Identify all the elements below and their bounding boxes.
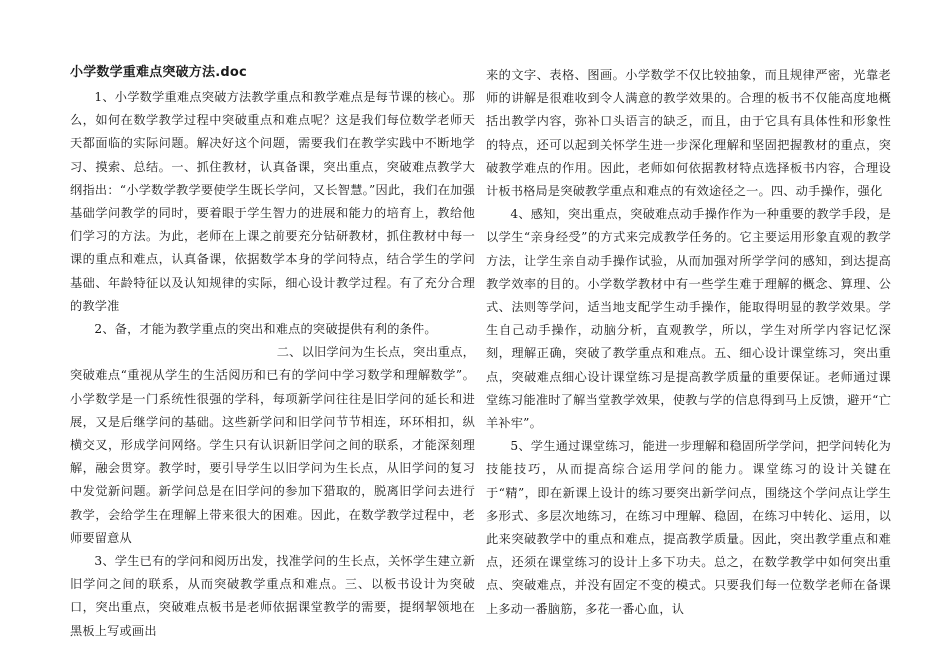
paragraph-5: 来的文字、表格、图画。小学数学不仅比较抽象，而且规律严密，光靠老师的讲解是很难收到令人满意的教学效果的。合理的板书不仅能高度地概括出教学内容，弥补口头语言的缺乏，而且，由于它具有具体性和形象性的特点，还可以起到关怀学生进一步深化理解和坚固把握教材的重点，突破教学难点的作用。因此，老师如何依据教材特点选择板书内容，合理设计板书格局是突破教学重点和难点的有效途径之一。四、动手操作，强化 bbox=[486, 68, 891, 199]
paragraph-1: 1、小学数学重难点突破方法教学重点和教学难点是每节课的核心。那么，如何在数学教学过程中突破重点和难点呢？这是我们每位数学老师天天都面临的实际问题。解决好这个问题，需要我们在教学实践中不断地学习、摸索、总结。一、抓住教材，认真备课，突出重点，突破难点教学大纲指出：“小学数学教学要使学生既长学问，又长智慧。”因此，我们在加强基础学问教学的同时，要着眼于学生智力的进展和能力的培育上，教给他们学习的方法。为此，老师在上课之前要充分钻研教材，抓住教材中每一课的重点和难点，认真备课，依据数学本身的学问特点，结合学生的学问基础、年龄特征以及认知规律的实际，细心设计教学过程。有了充分合理的教学准 bbox=[70, 90, 475, 313]
paragraph-7: 5、学生通过课堂练习，能进一步理解和稳固所学学问，把学问转化为技能技巧，从而提高综合运用学问的能力。课堂练习的设计关键在于“精”，即在新课上设计的练习要突出新学问点，围绕这个学问点让学生多形式、多层次地练习，在练习中理解、稳固，在练习中转化、运用，以此来突破教学中的重点和难点，提高教学质量。因此，突出教学重点和难点，还须在课堂练习的设计上多下功夫。总之，在数学教学中如何突出重点、突破难点，并没有固定不变的模式。只要我们每一位数学老师在备课上多动一番脑筋，多花一番心血，认 bbox=[486, 439, 891, 616]
paragraph-2: 2、备，才能为教学重点的突出和难点的突破提供有利的条件。 bbox=[94, 322, 437, 337]
paragraph-3: 突破难点“重视从学生的生活阅历和已有的学问中学习数学和理解数学”。小学数学是一门系统性很强的学科，每项新学问往往是旧学问的延长和进展，又是后继学问的基础。这些新学问和旧学问节节相连，环环相扣，纵横交叉，形成学问网络。学生只有认识新旧学问之间的联系，才能深刻理解，融会贯穿。教学时，要引导学生以旧学问为生长点，从旧学问的复习中发觉新问题。新学问总是在旧学问的参加下猎取的，脱离旧学问去进行教学，会给学生在理解上带来很大的困难。因此，在数学教学过程中，老师要留意从 bbox=[70, 368, 475, 545]
left-column bbox=[70, 62, 475, 643]
paragraph-6: 4、感知，突出重点，突破难点动手操作作为一种重要的教学手段，是以学生“亲身经受”的方式来完成教学任务的。它主要运用形象直观的教学方法，让学生亲自动手操作试验，从而加强对所学学问的感知，到达提高教学效率的目的。小学数学教材中有一些学生难于理解的概念、算理、公式、法则等学问，适当地支配学生动手操作，能取得明显的教学效果。学生自己动手操作，动脑分析，直观教学，所以，学生对所学内容记忆深刻，理解正确，突破了教学重点和难点。五、细心设计课堂练习，突出重点，突破难点细心设计课堂练习是提高教学质量的重要保证。老师通过课堂练习能准时了解当堂教学效果，使教与学的信息得到马上反馈，避开“亡羊补牢”。 bbox=[486, 207, 891, 431]
paragraph-4: 3、学生已有的学问和阅历出发，找准学问的生长点，关怀学生建立新旧学问之间的联系，从而突破教学重点和难点。三、以板书设计为突破口，突出重点，突破难点板书是老师依据课堂教学的需要，提纲挈领地在黑板上写或画出 bbox=[70, 554, 475, 638]
right-column bbox=[486, 64, 891, 621]
paragraph-3-heading: 二、以旧学问为生长点，突出重点， bbox=[276, 345, 475, 360]
document-title: 小学数学重难点突破方法.doc bbox=[70, 65, 247, 80]
